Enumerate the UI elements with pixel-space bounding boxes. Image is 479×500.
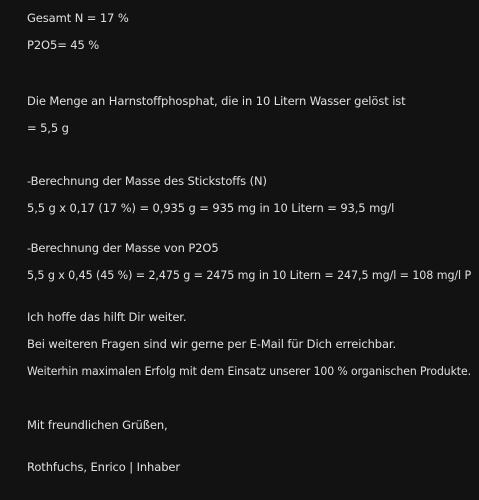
message-line-p2o5: P2O5= 45 % (27, 38, 100, 52)
message-line-greeting: Mit freundlichen Grüßen, (27, 418, 168, 432)
message-line-amount-question: Die Menge an Harnstoffphosphat, die in 10 Litern Wasser gelöst ist (27, 94, 406, 108)
message-line-signature: Rothfuchs, Enrico | Inhaber (27, 460, 180, 474)
message-line-hope-helps: Ich hoffe das hilft Dir weiter. (27, 310, 187, 324)
message-line-nitrogen-heading: -Berechnung der Masse des Stickstoffs (N) (27, 174, 267, 188)
message-line-contact: Bei weiteren Fragen sind wir gerne per E-Mail für Dich erreichbar. (27, 337, 397, 351)
message-line-p2o5-calc: 5,5 g x 0,45 (45 %) = 2,475 g = 2475 mg in 10 Litern = 247,5 mg/l = 108 mg/l P (27, 268, 472, 282)
message-line-amount-value: = 5,5 g (27, 121, 69, 135)
message-line-total-nitrogen: Gesamt N = 17 % (27, 11, 129, 25)
message-line-p2o5-heading: -Berechnung der Masse von P2O5 (27, 241, 219, 255)
message-line-nitrogen-calc: 5,5 g x 0,17 (17 %) = 0,935 g = 935 mg in 10 Litern = 93,5 mg/l (27, 201, 395, 215)
message-line-success: Weiterhin maximalen Erfolg mit dem Einsatz unserer 100 % organischen Produkte. (27, 364, 471, 378)
